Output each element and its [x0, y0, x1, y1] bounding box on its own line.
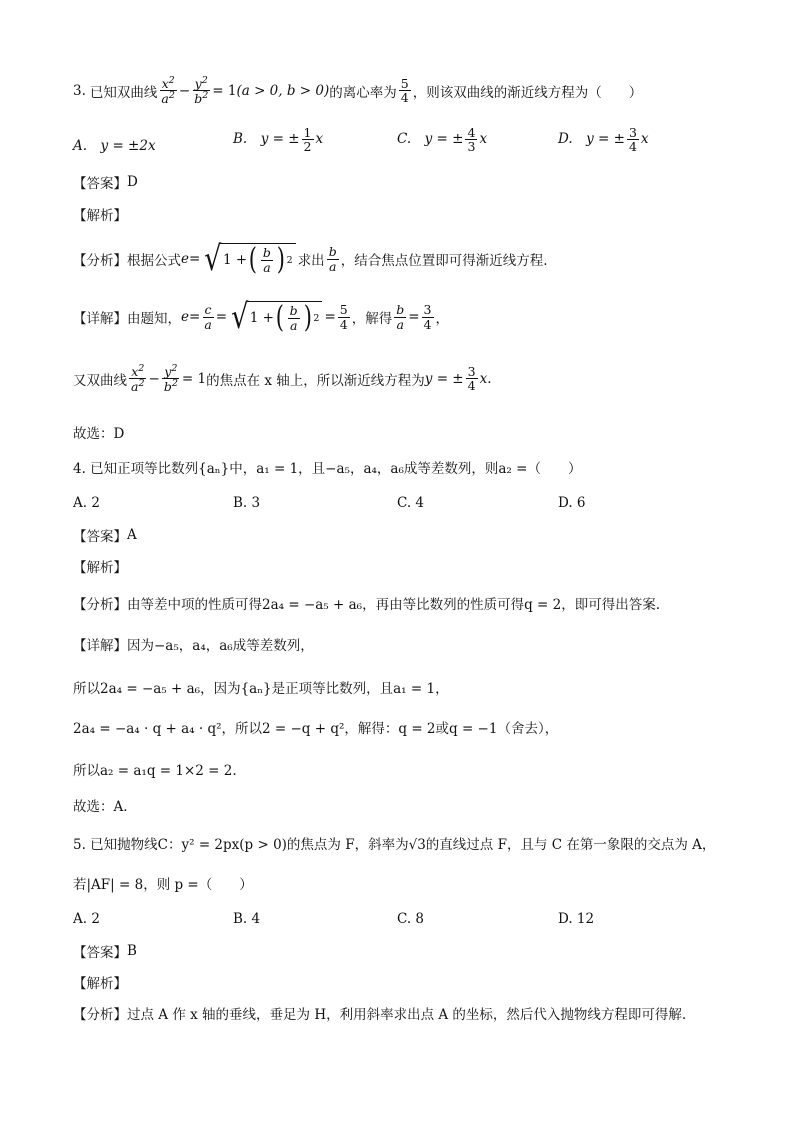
xiangjie-tag: 【详解】: [73, 311, 127, 327]
q3-frac-x2a2: $\frac{x^2}{a^2}$: [161, 75, 175, 107]
q3-eccentricity: $\frac{5}{4}$: [400, 76, 409, 106]
q3-detail-sqrt: √ 1 + ( $\frac{b}{a}$ ) 2: [229, 300, 322, 334]
answer-value: D: [127, 174, 138, 190]
q3-line3-d: x.: [479, 370, 492, 387]
q3-frac-y2b2: $\frac{y^2}{b^2}$: [194, 75, 209, 107]
q3-line3-b: 的焦点在 x 轴上，所以渐近线方程为: [206, 372, 425, 389]
q3-answer: [73, 172, 754, 192]
q5-stem-line2: 若|AF| = 8，则 p =（ ）: [73, 877, 253, 893]
q4-select: 故选：A.: [73, 799, 128, 815]
q3-number: 3.: [73, 82, 86, 99]
q5-option-c: C. 8: [397, 911, 425, 927]
q4-xiangjie: [73, 634, 754, 654]
q3-line3-c: y = ±: [424, 370, 464, 387]
q4-options: [73, 495, 753, 515]
q5-fenxi-text: 过点 A 作 x 轴的垂线，垂足为 H，利用斜率求出点 A 的坐标，然后代入抛物线方程即可得解.: [127, 1007, 687, 1023]
q5-options: [73, 911, 753, 931]
q3-conclusion: 又双曲线 $\frac{x^2}{a^2}$ − $\frac{y^2}{b^2}$ = 1 的焦点在 x 轴上，所以渐近线方程为 y = ± $\frac{3}{4}$ x.: [73, 363, 492, 395]
q3-fenxi-a: 根据公式: [127, 253, 181, 269]
answer-value: A: [127, 527, 137, 543]
answer-tag: 【答案】: [73, 945, 127, 961]
q4-xj3: 2a₄ = −a₄ · q + a₄ · q²，所以2 = −q + q²，解得：q = 2或q = −1（舍去），: [73, 721, 559, 737]
fenxi-tag: 【分析】: [73, 1007, 127, 1023]
q3-xj-b: ，解得: [351, 311, 393, 327]
q3-options: [73, 126, 753, 162]
q4-xj2: 所以2a₄ = −a₅ + a₆，因为{aₙ}是正项等比数列，且a₁ = 1，: [73, 681, 449, 697]
q3-analysis-heading: 【解析】: [73, 208, 127, 224]
q5-analysis-heading: 【解析】: [73, 976, 127, 992]
q3-xiangjie: 【详解】 由题知， e = $\frac{c}{a}$ = √ 1 + ( $\frac{b}{a}$ ) 2 = $\frac{5}{4}$ ，解得 $\frac{b}{a}$ = $\frac{3}{4}$ ，: [73, 297, 449, 337]
q3-fenxi: 【分析】 根据公式 e = √ 1 + ( $\frac{b}{a}$ ) 2 求出 $\frac{b}{a}$ ，结合焦点位置即可得渐近线方程.: [73, 239, 548, 279]
q3-option-a: A. y = ±2x: [73, 138, 156, 154]
q4-xj4: 所以a₂ = a₁q = 1×2 = 2.: [73, 763, 237, 779]
q5-stem-line1: 5. 已知抛物线C：y² = 2px(p > 0)的焦点为 F，斜率为√3的直线过点 F，且与 C 在第一象限的交点为 A，: [73, 837, 716, 853]
q3-option-d: D. y = ± $\frac{3}{4}$ x: [558, 125, 649, 155]
q3-stem-b: 的离心率为: [329, 84, 397, 101]
q5-answer: [73, 941, 754, 961]
q4-answer: [73, 525, 754, 545]
fenxi-tag: 【分析】: [73, 597, 127, 613]
q4-fenxi-text: 由等差中项的性质可得2a₄ = −a₅ + a₆，再由等比数列的性质可得q = 2，即可得出答案.: [127, 597, 660, 613]
answer-tag: 【答案】: [73, 529, 127, 545]
q5-option-d: D. 12: [558, 911, 595, 927]
q3-stem-c: ，则该双曲线的渐近线方程为（ ）: [412, 84, 643, 101]
q3-option-b: B. y = ± $\frac{1}{2}$ x: [233, 125, 324, 155]
q3-stem-a: 已知双曲线: [89, 84, 158, 101]
q3-xj-c: ，: [435, 311, 449, 327]
q5-fenxi: [73, 1003, 754, 1023]
q5-option-b: B. 4: [233, 911, 261, 927]
q3-line3-a: 又双曲线: [73, 372, 127, 389]
q4-option-c: C. 4: [397, 495, 425, 511]
q4-option-b: B. 3: [233, 495, 261, 511]
fenxi-tag: 【分析】: [73, 253, 127, 269]
xiangjie-tag: 【详解】: [73, 638, 127, 654]
q3-condition: (a > 0, b > 0): [236, 82, 330, 99]
q5-option-a: A. 2: [73, 911, 100, 927]
q4-option-a: A. 2: [73, 495, 100, 511]
q3-select: 故选：D: [73, 426, 125, 442]
q3-fenxi-c: ，结合焦点位置即可得渐近线方程.: [340, 253, 548, 269]
q3-xj-a: 由题知，: [127, 311, 181, 327]
q3-fenxi-b: 求出: [297, 253, 325, 269]
answer-tag: 【答案】: [73, 176, 127, 192]
q4-option-d: D. 6: [558, 495, 586, 511]
q3-formula-sqrt: √ 1 + ( $\frac{b}{a}$ ) 2: [202, 242, 295, 276]
answer-value: B: [127, 943, 137, 959]
q4-fenxi: [73, 593, 754, 613]
q3-option-c: C. y = ± $\frac{4}{3}$ x: [397, 125, 488, 155]
q3-stem: 3. 已知双曲线 $\frac{x^2}{a^2}$ − $\frac{y^2}{b^2}$ = 1 (a > 0, b > 0) 的离心率为 $\frac{5}{4}$ ，则该双曲线的渐近线方程为（ ）: [73, 75, 643, 107]
q4-analysis-heading: 【解析】: [73, 560, 127, 576]
q4-stem: 4. 已知正项等比数列{aₙ}中，a₁ = 1，且−a₅，a₄，a₆成等差数列，则a₂ =（ ）: [73, 461, 582, 477]
q4-xj1: 因为−a₅，a₄，a₆成等差数列，: [127, 638, 314, 654]
